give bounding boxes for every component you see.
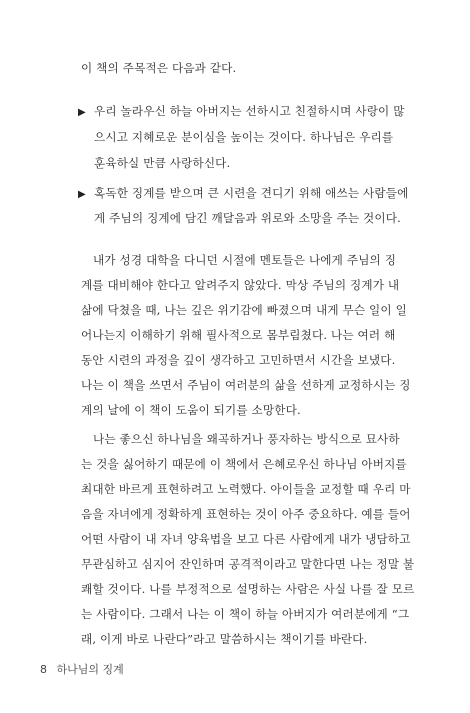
paragraph-1-line-2: 계를 대비해야 한다고 알려주지 않았다. 막상 주님의 징계가 내: [81, 278, 400, 292]
bullet-marker-icon: ▶: [78, 189, 86, 200]
paragraph-1-line-1: 내가 성경 대학을 다니던 시절에 멘토들은 나에게 주님의 징: [93, 253, 397, 267]
paragraph-2-line-7: 쾌할 것이다. 나를 부정적으로 설명하는 사람은 사실 나를 잘 모르: [81, 582, 415, 596]
bullet-1-line-2: 으시고 지혜로운 분이심을 높이는 것이다. 하나님은 우리를: [94, 130, 394, 144]
bullet-1-line-1: 우리 놀라우신 하늘 아버지는 선하시고 친절하시며 사랑이 많: [94, 104, 405, 118]
page-footer: [40, 661, 124, 677]
running-title: 하나님의 징계: [56, 663, 124, 676]
paragraph-2-line-8: 는 사람이다. 그래서 나는 이 책이 하늘 아버지가 여러분에게 “그: [81, 607, 410, 621]
paragraph-2-line-3: 최대한 바르게 표현하려고 노력했다. 아이들을 교정할 때 우리 마: [81, 482, 411, 496]
bullet-2-line-2: 게 주님의 징계에 담긴 깨달음과 위로와 소망을 주는 것이다.: [94, 211, 401, 225]
paragraph-1-line-6: 나는 이 책을 쓰면서 주님이 여러분의 삶을 선하게 교정하시는 징: [81, 378, 411, 392]
paragraph-2-line-5: 어떤 사람이 내 자녀 양육법을 보고 다른 사람에게 내가 냉담하고: [81, 532, 411, 546]
bullet-2-line-1: 혹독한 징계를 받으며 큰 시련을 견디기 위해 애쓰는 사람들에: [94, 186, 409, 200]
bullet-1-line-3: 훈육하실 만큼 사랑하신다.: [94, 156, 231, 170]
page-number: 8: [40, 663, 47, 676]
paragraph-1-line-4: 어나는지 이해하기 위해 필사적으로 몸부림쳤다. 나는 여러 해: [81, 328, 396, 342]
intro-line: 이 책의 주목적은 다음과 같다.: [81, 61, 237, 75]
paragraph-1-line-7: 계의 날에 이 책이 도움이 되기를 소망한다.: [81, 403, 301, 417]
paragraph-1-line-3: 삶에 닥쳤을 때, 나는 깊은 위기감에 빠졌으며 내게 무슨 일이 일: [81, 303, 407, 317]
paragraph-2-line-4: 음을 자녀에게 정확하게 표현하는 것이 아주 중요하다. 예를 들어: [81, 507, 411, 521]
bullet-marker-icon: ▶: [78, 107, 86, 118]
paragraph-2-line-9: 래, 이게 바로 나란다”라고 말씀하시는 책이기를 바란다.: [81, 632, 368, 646]
paragraph-2-line-1: 나는 좋으신 하나님을 왜곡하거나 풍자하는 방식으로 묘사하: [93, 432, 400, 446]
paragraph-1-line-5: 동안 시련의 과정을 깊이 생각하고 고민하면서 시간을 보냈다.: [81, 353, 396, 367]
paragraph-2-line-2: 는 것을 싫어하기 때문에 이 책에서 은혜로우신 하나님 아버지를: [81, 457, 407, 471]
paragraph-2-line-6: 무관심하고 심지어 잔인하며 공격적이라고 말한다면 나는 정말 불: [81, 557, 415, 571]
